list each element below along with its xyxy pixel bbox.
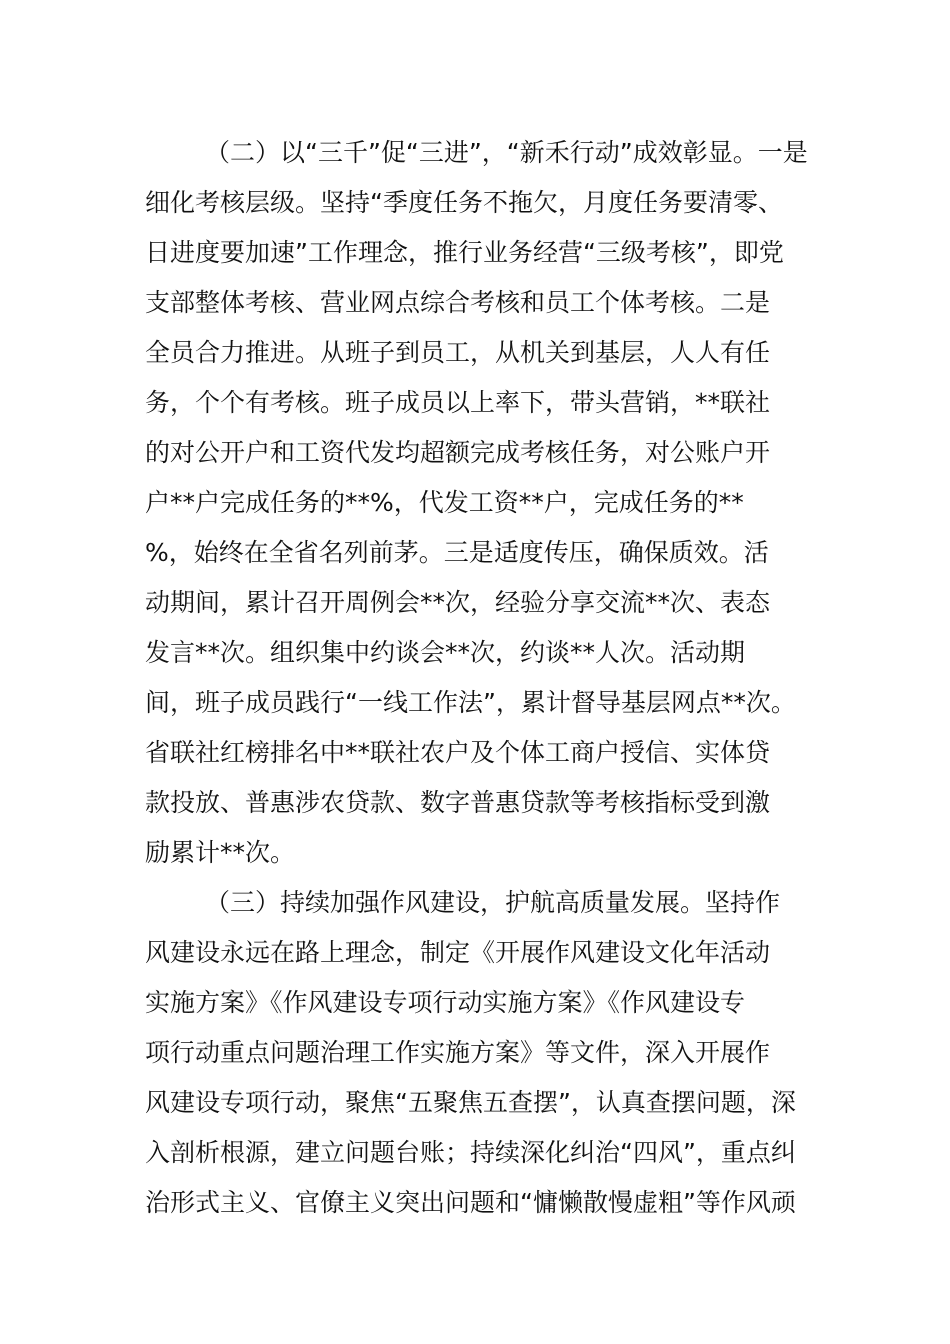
paragraph-line: 实施方案》《作风建设专项行动实施方案》《作风建设专: [145, 988, 746, 1017]
paragraph-line: 务，个个有考核。班子成员以上率下，带头营销，**联社: [145, 388, 771, 417]
paragraph-line: 项行动重点问题治理工作实施方案》等文件，深入开展作: [145, 1038, 771, 1067]
paragraph-line: 全员合力推进。从班子到员工，从机关到基层，人人有任: [145, 338, 771, 367]
paragraph-line: 动期间，累计召开周例会**次，经验分享交流**次、表态: [145, 588, 771, 617]
paragraph-line: 日进度要加速”工作理念，推行业务经营“三级考核”，即党: [145, 238, 784, 267]
paragraph-line: 户**户完成任务的**%，代发工资**户，完成任务的**: [145, 488, 744, 517]
paragraph-line: 细化考核层级。坚持“季度任务不拖欠，月度任务要清零、: [145, 188, 783, 217]
paragraph-line: 入剖析根源，建立问题台账；持续深化纠治“四风”，重点纠: [145, 1138, 796, 1167]
paragraph-line: 的对公开户和工资代发均超额完成考核任务，对公账户开: [145, 438, 771, 467]
paragraph-line: （二）以“三千”促“三进”，“新禾行动”成效彰显。一是: [205, 138, 808, 167]
paragraph-line: 支部整体考核、营业网点综合考核和员工个体考核。二是: [145, 288, 771, 317]
paragraph-line: （三）持续加强作风建设，护航高质量发展。坚持作: [205, 888, 781, 917]
paragraph-line: 间，班子成员践行“一线工作法”，累计督导基层网点**次。: [145, 688, 796, 717]
paragraph-line: 治形式主义、官僚主义突出问题和“慵懒散慢虚粗”等作风顽: [145, 1188, 796, 1217]
document-body: [145, 128, 808, 1228]
paragraph-line: %，始终在全省名列前茅。三是适度传压，确保质效。活: [145, 538, 769, 567]
paragraph-line: 风建设专项行动，聚焦“五聚焦五查摆”，认真查摆问题，深: [145, 1088, 796, 1117]
paragraph-line: 款投放、普惠涉农贷款、数字普惠贷款等考核指标受到激: [145, 788, 771, 817]
paragraph-line: 风建设永远在路上理念，制定《开展作风建设文化年活动: [145, 938, 771, 967]
paragraph-3: [145, 878, 805, 1228]
paragraph-line: 省联社红榜排名中**联社农户及个体工商户授信、实体贷: [145, 738, 771, 767]
paragraph-line: 发言**次。组织集中约谈会**次，约谈**人次。活动期: [145, 638, 746, 667]
paragraph-line: 励累计**次。: [145, 838, 296, 867]
paragraph-2: [145, 128, 808, 878]
